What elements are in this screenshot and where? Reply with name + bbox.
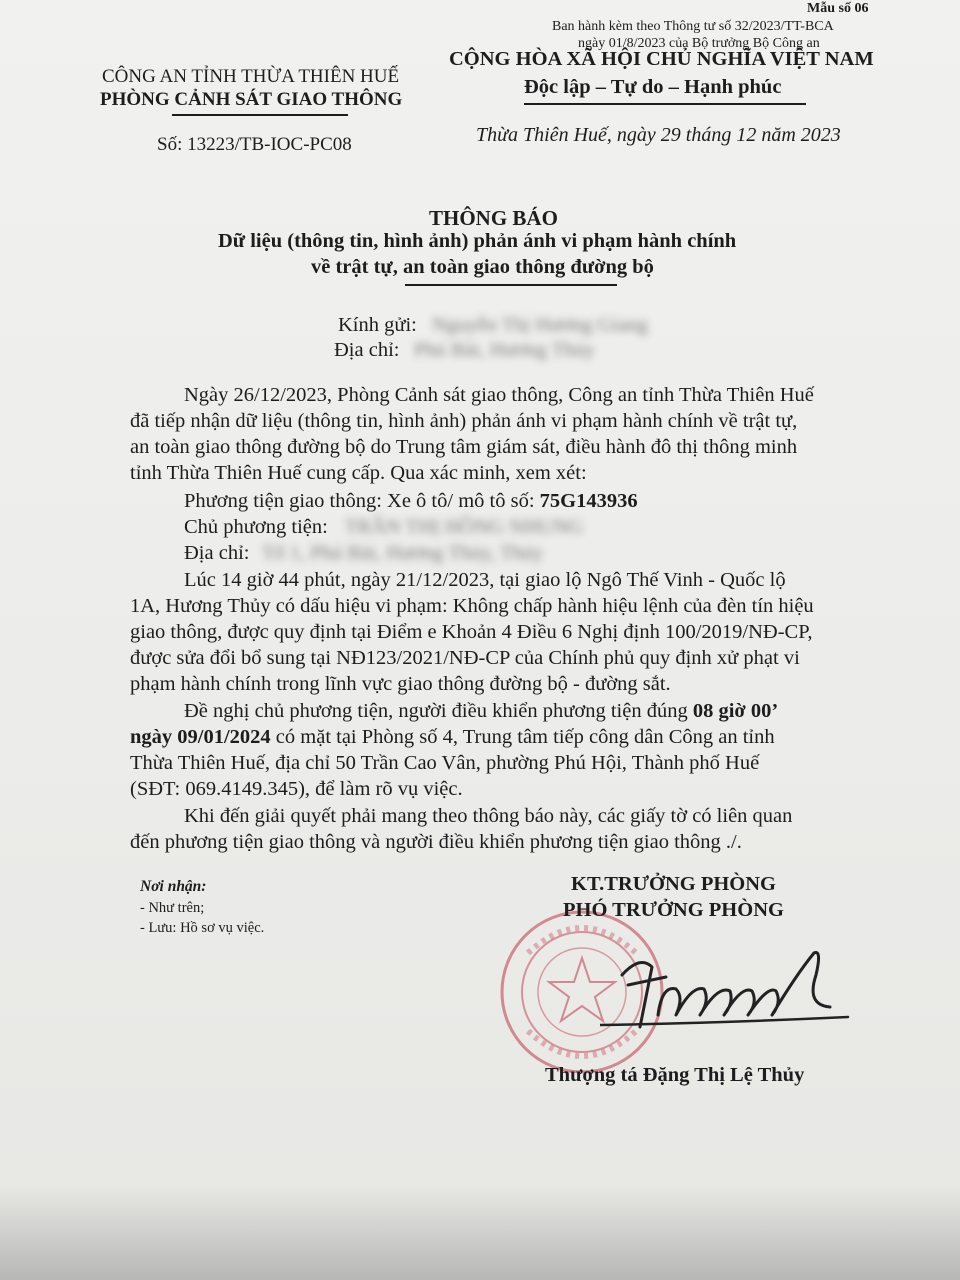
recipient-address-label: Địa chỉ: <box>334 339 400 361</box>
form-issued-line-1: Ban hành kèm theo Thông tư số 32/2023/TT-BCA <box>552 19 834 34</box>
form-number: Mẫu số 06 <box>807 1 869 16</box>
place-date: Thừa Thiên Huế, ngày 29 tháng 12 năm 2023 <box>476 124 841 146</box>
owner-address-redacted: Tổ 1, Phú Bài, Hương Thủy, Thủy <box>262 542 544 564</box>
title-subtitle-line-2: về trật tự, an toàn giao thông đường bộ <box>311 256 654 278</box>
vehicle-line <box>184 490 638 513</box>
paragraph-2-line-4: được sửa đổi bổ sung tại NĐ123/2021/NĐ-CP của Chính phủ quy định xử phạt vi <box>130 647 800 669</box>
paragraph-1-line-4: tỉnh Thừa Thiên Huế cung cấp. Qua xác minh, xem xét: <box>130 462 587 484</box>
paragraph-4-line-2: đến phương tiện giao thông và người điều khiển phương tiện giao thông ./. <box>130 831 742 853</box>
paragraph-1-line-2: đã tiếp nhận dữ liệu (thông tin, hình ảnh) phản ánh vi phạm hành chính về trật tự, <box>130 410 798 432</box>
paragraph-3-line-3: Thừa Thiên Huế, địa chỉ 50 Trần Cao Vân, phường Phú Hội, Thành phố Huế <box>130 752 760 774</box>
signer-title-2: PHÓ TRƯỞNG PHÒNG <box>563 899 784 921</box>
paragraph-3-line-1 <box>184 700 778 723</box>
paragraph-2-line-1: Lúc 14 giờ 44 phút, ngày 21/12/2023, tại giao lộ Ngô Thế Vinh - Quốc lộ <box>184 569 786 591</box>
owner-address-label: Địa chỉ: <box>184 542 250 564</box>
recipients-heading: Nơi nhận: <box>140 878 207 895</box>
recipient-address-redacted: Phú Bài, Hương Thủy <box>414 339 596 361</box>
motto-underline <box>524 103 806 105</box>
page-shadow <box>0 1185 960 1280</box>
recipients-item-1: - Như trên; <box>140 900 205 916</box>
paragraph-3-line-2 <box>130 726 775 749</box>
recipient-label: Kính gửi: <box>338 314 417 336</box>
appointment-date: ngày 09/01/2024 <box>130 726 271 748</box>
owner-label: Chủ phương tiện: <box>184 516 328 538</box>
national-motto: Độc lập – Tự do – Hạnh phúc <box>524 76 782 98</box>
paragraph-4-line-1: Khi đến giải quyết phải mang theo thông báo này, các giấy tờ có liên quan <box>184 805 793 827</box>
recipient-value-redacted: Nguyễn Thị Hương Giang <box>432 314 648 336</box>
paragraph-2-line-3: giao thông, được quy định tại Điểm e Khoản 4 Điều 6 Nghị định 100/2019/NĐ-CP, <box>130 621 813 643</box>
title-underline <box>405 284 617 286</box>
paragraph-2-line-2: 1A, Hương Thủy có dấu hiệu vi phạm: Không chấp hành hiệu lệnh của đèn tín hiệu <box>130 595 814 617</box>
department-name: PHÒNG CẢNH SÁT GIAO THÔNG <box>100 89 403 110</box>
appointment-time: 08 giờ 00’ <box>692 700 779 722</box>
title-subtitle-line-1: Dữ liệu (thông tin, hình ảnh) phản ánh vi phạm hành chính <box>218 230 737 252</box>
paragraph-1-line-1: Ngày 26/12/2023, Phòng Cảnh sát giao thông, Công an tỉnh Thừa Thiên Huế <box>184 384 814 406</box>
handwritten-signature <box>600 945 860 1035</box>
vehicle-label: Phương tiện giao thông: Xe ô tô/ mô tô số: <box>184 490 540 512</box>
paragraph-3-line-4: (SĐT: 069.4149.345), để làm rõ vụ việc. <box>130 778 463 800</box>
paragraph-1-line-3: an toàn giao thông đường bộ do Trung tâm giám sát, điều hành đô thị thông minh <box>130 436 798 458</box>
form-issued-line-2: ngày 01/8/2023 của Bộ trưởng Bộ Công an <box>578 36 820 51</box>
signer-name: Thượng tá Đặng Thị Lệ Thủy <box>545 1064 805 1086</box>
document-number: Số: 13223/TB-IOC-PC08 <box>157 134 352 155</box>
agency-name: CÔNG AN TỈNH THỪA THIÊN HUẾ <box>102 66 400 87</box>
request-text: Đề nghị chủ phương tiện, người điều khiển phương tiện đúng <box>184 700 693 722</box>
paragraph-2-line-5: phạm hành chính trong lĩnh vực giao thông đường bộ - đường sắt. <box>130 673 671 695</box>
vehicle-plate: 75G143936 <box>539 490 638 512</box>
document-title: THÔNG BÁO <box>429 206 558 230</box>
owner-value-redacted: TRẦN THỊ HỒNG NHUNG <box>345 516 584 538</box>
country-name: CỘNG HÒA XÃ HỘI CHỦ NGHĨA VIỆT NAM <box>449 48 874 70</box>
recipients-item-2: - Lưu: Hồ sơ vụ việc. <box>140 920 265 936</box>
department-underline <box>172 114 348 116</box>
appointment-place: có mặt tại Phòng số 4, Trung tâm tiếp công dân Công an tỉnh <box>270 726 775 748</box>
signer-title-1: KT.TRƯỞNG PHÒNG <box>571 873 776 895</box>
